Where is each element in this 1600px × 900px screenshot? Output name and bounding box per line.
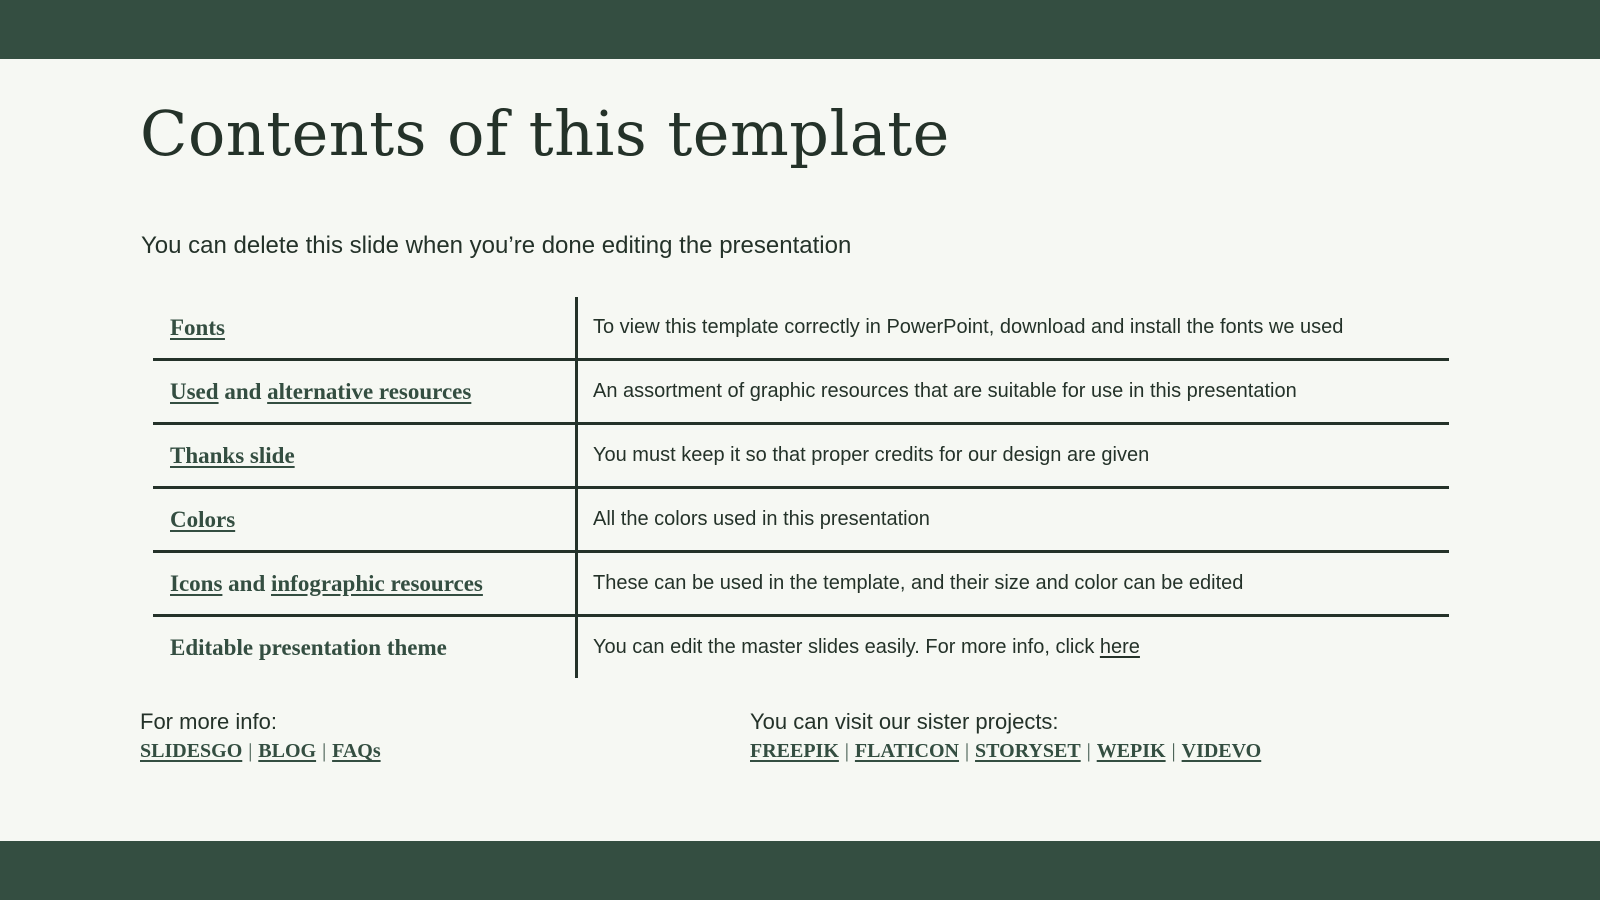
- row-title: [153, 553, 578, 614]
- freepik-link[interactable]: FREEPIK: [750, 740, 839, 762]
- alternative-resources-link[interactable]: alternative resources: [267, 378, 472, 404]
- videvo-link[interactable]: VIDEVO: [1181, 740, 1262, 762]
- colors-link[interactable]: Colors: [170, 506, 236, 532]
- slide-title: Contents of this template: [140, 97, 950, 170]
- row-title: [153, 297, 578, 358]
- row-description-text: You can edit the master slides easily. For more info, click: [593, 636, 1100, 658]
- top-band: [0, 0, 1600, 59]
- row-title: [153, 489, 578, 550]
- separator: |: [322, 740, 327, 762]
- footer-more-info: [140, 707, 381, 765]
- icons-link[interactable]: Icons: [170, 570, 223, 596]
- row-description: All the colors used in this presentation: [593, 508, 930, 530]
- row-description: To view this template correctly in PowerPoint, download and install the fonts we used: [593, 316, 1344, 338]
- table-row: [153, 617, 1449, 678]
- thanks-slide-link[interactable]: Thanks slide: [170, 442, 295, 468]
- wepik-link[interactable]: WEPIK: [1096, 740, 1166, 762]
- used-resources-link[interactable]: Used: [170, 378, 219, 404]
- row-joiner: and: [222, 570, 271, 596]
- blog-link[interactable]: BLOG: [258, 740, 317, 762]
- slide-subtitle: You can delete this slide when you’re done editing the presentation: [141, 232, 852, 259]
- more-info-label: For more info:: [140, 709, 277, 734]
- here-link[interactable]: here: [1099, 636, 1140, 658]
- row-description: [578, 617, 1449, 678]
- bottom-band: [0, 841, 1600, 900]
- storyset-link[interactable]: STORYSET: [975, 740, 1081, 762]
- row-title: [153, 425, 578, 486]
- fonts-link[interactable]: Fonts: [170, 314, 225, 340]
- table-row: [153, 361, 1449, 425]
- separator: |: [844, 740, 849, 762]
- row-description: These can be used in the template, and their size and color can be edited: [593, 572, 1244, 594]
- editable-theme-label: Editable presentation theme: [170, 634, 447, 660]
- table-row: [153, 489, 1449, 553]
- slidesgo-link[interactable]: SLIDESGO: [140, 740, 243, 762]
- separator: |: [248, 740, 253, 762]
- row-description: An assortment of graphic resources that are suitable for use in this presentation: [593, 380, 1297, 402]
- row-description: You must keep it so that proper credits for our design are given: [593, 444, 1150, 466]
- contents-table: [153, 297, 1449, 678]
- table-row: [153, 553, 1449, 617]
- separator: |: [965, 740, 970, 762]
- sister-projects-label: You can visit our sister projects:: [750, 709, 1059, 734]
- flaticon-link[interactable]: FLATICON: [854, 740, 960, 762]
- row-title: [153, 361, 578, 422]
- table-row: [153, 425, 1449, 489]
- separator: |: [1086, 740, 1091, 762]
- footer-sister-projects: [750, 707, 1261, 765]
- table-row: [153, 297, 1449, 361]
- row-title: [153, 617, 578, 678]
- sister-projects-links: [750, 737, 1261, 765]
- infographic-resources-link[interactable]: infographic resources: [271, 570, 483, 596]
- separator: |: [1171, 740, 1176, 762]
- row-joiner: and: [218, 378, 268, 404]
- faqs-link[interactable]: FAQs: [332, 740, 381, 762]
- more-info-links: [140, 737, 381, 765]
